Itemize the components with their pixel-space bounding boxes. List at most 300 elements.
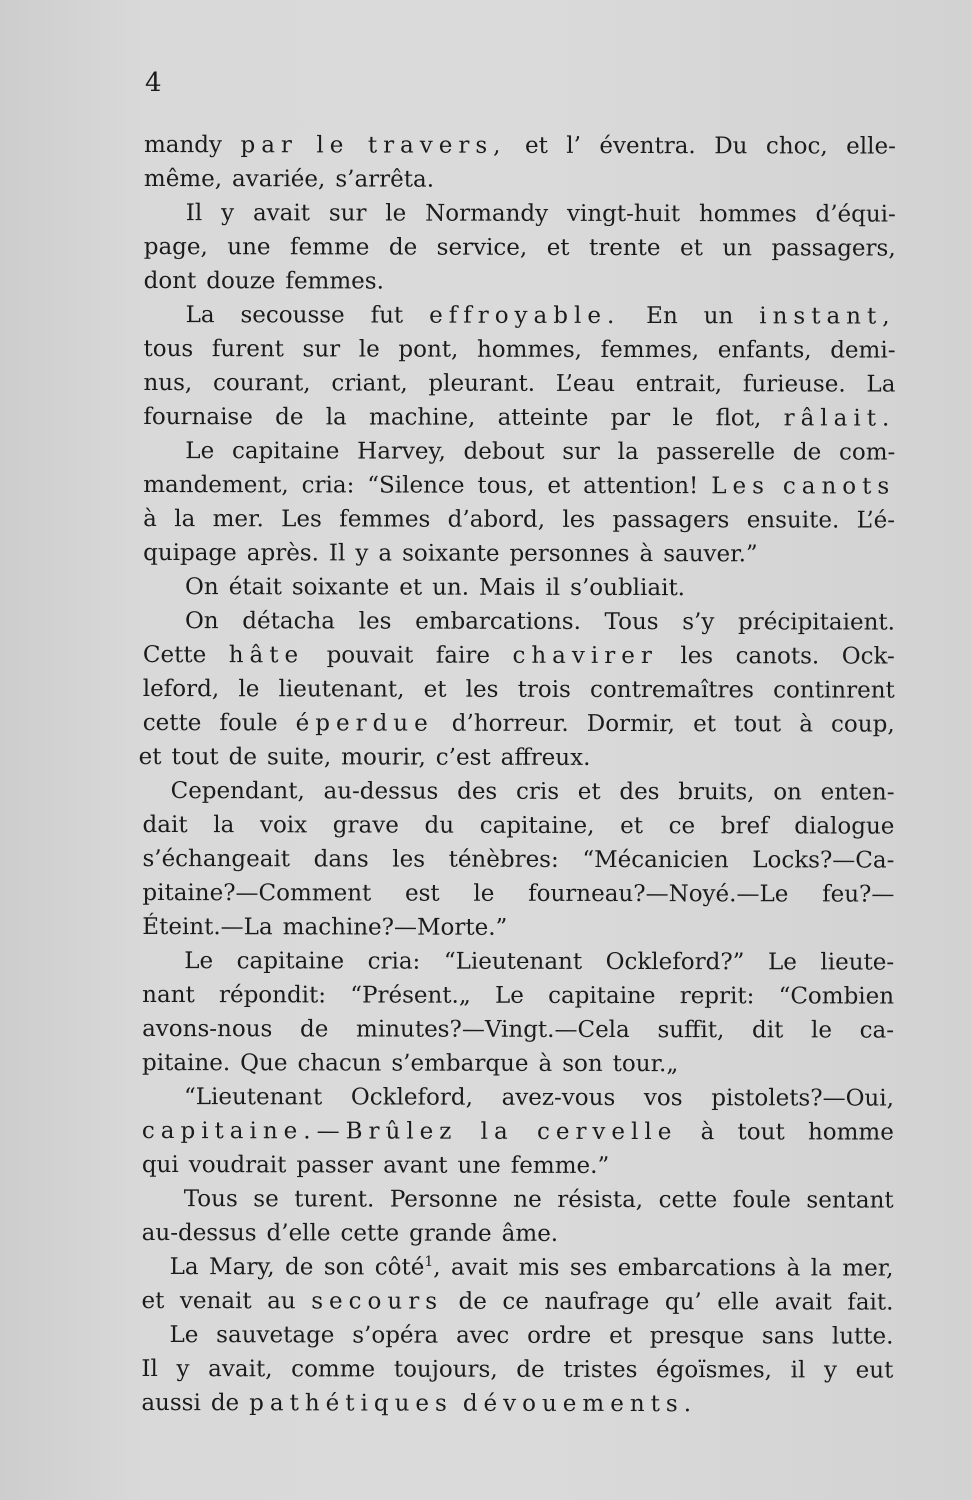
word: entrait,: [635, 371, 723, 398]
word: il: [545, 574, 561, 601]
word: La: [185, 302, 215, 329]
text-line: [142, 842, 894, 878]
text-line: [143, 468, 895, 504]
word: foule: [732, 1187, 791, 1214]
word: les: [562, 506, 596, 533]
word: bref: [720, 813, 769, 840]
word: avait: [774, 1289, 832, 1316]
word: pont,: [398, 336, 459, 363]
word: aussi: [141, 1389, 201, 1417]
word: éventra.: [599, 132, 696, 160]
word: on: [773, 779, 802, 806]
word: tout: [734, 711, 782, 738]
word: continrent: [773, 677, 895, 704]
word: de: [275, 404, 304, 431]
word: râlait.: [783, 405, 896, 432]
word: qu’: [664, 1289, 702, 1316]
word: dont: [143, 267, 197, 295]
word: mer,: [842, 1255, 894, 1282]
word: et: [138, 743, 162, 771]
word: On: [185, 574, 219, 601]
word: Cette: [142, 641, 207, 669]
text-line: [143, 774, 895, 810]
word: L’é-: [856, 507, 896, 534]
word: Harvey,: [357, 438, 446, 465]
word: Ock-: [841, 643, 895, 670]
text-line: [141, 1352, 893, 1388]
text-line: [143, 604, 895, 640]
text-line: [142, 1046, 894, 1082]
text-line: [142, 944, 894, 980]
text-line: [143, 672, 895, 708]
word: l’: [566, 132, 582, 159]
word: se: [253, 1186, 279, 1213]
word: “Lieutenant: [183, 1084, 323, 1111]
word: à: [700, 1119, 715, 1146]
text-line: [144, 264, 896, 300]
word: furent: [211, 336, 284, 363]
word: travers,: [367, 132, 507, 159]
word: et: [399, 574, 423, 601]
text-line: [144, 332, 896, 368]
text-line: [141, 1386, 893, 1422]
word: et: [577, 778, 601, 805]
word: d’elle: [266, 1220, 331, 1247]
word: le: [672, 405, 694, 432]
word: avez-vous: [501, 1084, 616, 1111]
word: du: [424, 812, 455, 839]
word: de: [228, 744, 258, 771]
word: avariée,: [232, 166, 326, 193]
word: s’embarque: [391, 1050, 529, 1077]
word: hommes: [698, 201, 797, 228]
word: avait,: [208, 1356, 273, 1383]
word: les: [392, 846, 426, 873]
word: eut: [855, 1357, 894, 1384]
word: ensuite.: [746, 507, 840, 534]
word: trente: [589, 234, 661, 262]
word: Tous: [604, 608, 659, 636]
word: sauver.”: [663, 541, 758, 568]
word: après.: [246, 540, 319, 567]
word: la: [174, 506, 196, 533]
word: son: [562, 1050, 603, 1077]
body-text: [138, 128, 896, 1422]
punctuation: ,: [433, 1254, 441, 1281]
word: tour.„: [612, 1050, 679, 1078]
word: la: [480, 1118, 514, 1145]
word: reprit:: [679, 983, 755, 1010]
word: et: [141, 1287, 165, 1315]
word: suffit,: [657, 1017, 725, 1044]
text-line: [143, 400, 895, 436]
word: d’équi-: [815, 201, 896, 228]
word: enten-: [820, 779, 895, 806]
word: Mary,: [209, 1254, 275, 1281]
word: fait.: [847, 1289, 894, 1316]
word: par: [610, 404, 651, 432]
word: homme: [807, 1119, 894, 1146]
word: précipitaient.: [738, 609, 895, 636]
word: “Lieutenant: [443, 948, 583, 975]
text-line: [139, 740, 895, 776]
word: les: [465, 676, 499, 703]
word: dit: [751, 1017, 784, 1044]
word: la: [617, 438, 639, 466]
word: soixante: [402, 540, 500, 567]
word: égoïsmes,: [656, 1357, 772, 1384]
word: instant,: [759, 303, 896, 330]
word: des: [619, 778, 660, 806]
word: son: [323, 1254, 365, 1281]
word: voix: [259, 812, 308, 839]
word: “Présent.„: [350, 982, 471, 1009]
word: embarcations: [617, 1254, 777, 1282]
word: de: [516, 1356, 545, 1383]
word: sur: [562, 438, 600, 465]
word: répondit:: [218, 982, 327, 1009]
word: chavirer: [512, 642, 658, 670]
word: On: [184, 608, 219, 635]
word: lieutenant,: [278, 676, 405, 703]
word: Mais: [479, 574, 536, 601]
word: mis: [518, 1254, 560, 1281]
word: Les: [711, 473, 770, 500]
word: Locks?—Ca-: [752, 847, 895, 874]
word: y: [355, 540, 369, 567]
word: détacha: [242, 608, 336, 635]
word: et: [546, 234, 570, 261]
word: ses: [569, 1254, 608, 1281]
word: nus,: [143, 369, 193, 397]
word: femmes: [339, 506, 431, 533]
text-line: [143, 808, 895, 844]
word: dans: [313, 846, 369, 873]
word: embarcations.: [415, 608, 581, 635]
word: Le: [494, 982, 524, 1009]
word: Personne: [389, 1186, 498, 1213]
word: âme.: [501, 1220, 559, 1247]
word: dialogue: [794, 813, 895, 840]
word: tous: [143, 335, 194, 363]
word: s’arrêta.: [335, 166, 435, 193]
word: avait: [451, 1254, 509, 1281]
word: hâte: [228, 642, 305, 669]
word: d’horreur.: [451, 710, 569, 737]
text-line: [144, 162, 896, 198]
word: le: [316, 132, 350, 159]
word: la: [213, 812, 235, 839]
word: pitaine?—Comment: [142, 879, 372, 907]
word-with-footnote: [375, 1250, 441, 1284]
word: de: [388, 234, 418, 261]
word: ne: [513, 1186, 542, 1213]
word: y: [221, 200, 235, 227]
text-line: [142, 1250, 894, 1286]
word: tout: [737, 1119, 785, 1146]
word: flot,: [715, 405, 762, 432]
word: sur: [302, 336, 341, 363]
word: résista,: [557, 1186, 644, 1214]
word: capitaine: [236, 948, 345, 975]
word: tous,: [477, 472, 535, 499]
word: Le: [169, 1322, 199, 1349]
word: com-: [838, 439, 896, 466]
text-line: [144, 298, 896, 334]
text-line: [142, 1284, 894, 1320]
word: tout: [171, 744, 219, 771]
word: personnes: [509, 540, 630, 568]
word: Le: [767, 949, 797, 976]
word: Dormir,: [586, 710, 676, 738]
word: mer.: [212, 506, 264, 533]
word: chacun: [297, 1050, 382, 1077]
word: Éteint.—La: [142, 913, 273, 941]
word: hommes,: [476, 336, 583, 363]
word: dait: [142, 811, 188, 839]
word: s’y: [682, 609, 715, 636]
word: cette: [340, 1220, 400, 1247]
word: le: [238, 676, 260, 703]
word: turent.: [294, 1186, 375, 1213]
word: presque: [649, 1323, 745, 1350]
word: éperdue: [295, 710, 434, 737]
word: côté: [374, 1254, 425, 1281]
word: mandy: [143, 131, 223, 159]
word: leford,: [142, 675, 220, 703]
word: Que: [240, 1050, 288, 1077]
word: La: [169, 1254, 199, 1281]
word: ténèbres:: [448, 846, 559, 873]
word: cette: [658, 1187, 718, 1214]
word: Ockleford?”: [605, 948, 745, 976]
text-line: [144, 128, 896, 164]
word: service,: [436, 234, 528, 261]
word: femme.”: [510, 1152, 610, 1179]
word: foule: [219, 710, 278, 737]
word: Les: [281, 506, 322, 533]
word: capitaine,: [479, 812, 595, 839]
word: Cependant,: [170, 778, 305, 805]
word: cris: [515, 778, 560, 805]
word: qui: [141, 1151, 179, 1179]
word: sans: [761, 1323, 815, 1350]
word: femme: [290, 234, 370, 261]
word: et: [547, 472, 571, 499]
word: quipage: [143, 539, 237, 567]
text-line: [142, 1182, 894, 1218]
word: était: [228, 574, 282, 601]
word: ca-: [859, 1017, 895, 1044]
word: sur: [328, 200, 367, 227]
word: vingt-huit: [566, 200, 681, 228]
word: cria:: [367, 948, 421, 975]
word: y: [823, 1357, 838, 1384]
word: passagers,: [771, 235, 896, 262]
word: femmes,: [600, 336, 700, 364]
word: fut: [370, 302, 404, 329]
word: trois: [517, 676, 571, 703]
word: fourneau?—Noyé.—Le: [528, 880, 789, 908]
word: s’échangeait: [142, 845, 291, 873]
word: pleurant.: [428, 370, 536, 397]
word: attention!: [583, 472, 699, 500]
word: minutes?—Vingt.—Cela: [356, 1016, 630, 1044]
word: a: [378, 540, 393, 567]
word: secours: [311, 1288, 444, 1315]
word: c’est: [435, 744, 491, 771]
text-line: [142, 876, 894, 912]
text-line: [142, 910, 894, 946]
word: furieuse.: [742, 371, 846, 398]
word: un.: [432, 574, 470, 601]
word: femmes.: [285, 268, 384, 295]
word: pouvait: [326, 642, 414, 669]
word: sauvetage: [216, 1322, 335, 1349]
word: effroyable.: [429, 302, 621, 329]
word: soixante: [291, 574, 390, 601]
text-line: [142, 1148, 894, 1184]
word: elle-: [846, 133, 896, 160]
word: Tous: [183, 1186, 238, 1213]
word: capitaine: [548, 982, 656, 1010]
word: à: [639, 541, 654, 568]
word: fournaise: [143, 403, 253, 431]
word: un: [703, 303, 734, 330]
word: à: [538, 1050, 553, 1077]
word: “Silence: [367, 472, 465, 499]
word: avant: [383, 1152, 448, 1179]
word: contremaîtres: [590, 676, 755, 704]
word: à: [786, 1255, 801, 1282]
word: passer: [296, 1152, 374, 1179]
word: de: [792, 439, 822, 466]
word: naufrage: [544, 1288, 650, 1316]
word: secousse: [240, 302, 345, 329]
word: est: [404, 880, 440, 907]
text-line: [144, 196, 896, 232]
word: tristes: [563, 1356, 638, 1384]
word: coup,: [831, 711, 895, 738]
word: vos: [643, 1085, 683, 1112]
word: enfants,: [717, 337, 812, 364]
word: avec: [456, 1322, 510, 1349]
word: criant,: [331, 370, 408, 397]
word: En: [646, 303, 678, 330]
word: mourir,: [341, 744, 426, 771]
word: et: [609, 1322, 633, 1350]
text-line: [143, 570, 895, 606]
word: faire: [435, 642, 491, 669]
word: la: [325, 404, 347, 431]
word: L’eau: [555, 370, 616, 397]
word: machine,: [369, 404, 476, 431]
word: choc,: [765, 133, 828, 160]
text-line: [142, 1012, 894, 1048]
word: les: [680, 643, 714, 670]
word: le: [473, 880, 495, 907]
word: atteinte: [497, 404, 589, 431]
word: canots.: [735, 643, 820, 670]
word: avons-nous: [142, 1015, 273, 1043]
text-line: [142, 1080, 894, 1116]
page-number: 4: [145, 68, 162, 98]
word: comme: [291, 1356, 376, 1383]
word: de: [299, 1016, 329, 1043]
text-line: [142, 1216, 894, 1252]
word: cervelle: [536, 1118, 678, 1146]
word: d’abord,: [447, 506, 546, 533]
word: de: [458, 1288, 487, 1315]
word: Le: [185, 438, 215, 465]
word: demi-: [830, 337, 896, 364]
word: le: [358, 336, 380, 363]
word: les: [358, 608, 392, 635]
word: un: [722, 235, 753, 262]
word: il: [790, 1357, 806, 1384]
word: au: [267, 1288, 296, 1315]
word: voudrait: [188, 1152, 287, 1179]
word: grave: [332, 812, 399, 839]
word: Du: [714, 133, 748, 160]
text-line: [144, 230, 896, 266]
word: machine?—Morte.”: [282, 914, 508, 941]
word: Il: [141, 1355, 158, 1383]
word: par: [240, 132, 298, 159]
word: même,: [143, 165, 223, 193]
text-line: [141, 1318, 893, 1354]
word: s’oubliait.: [570, 574, 686, 602]
footnote-marker: 1: [424, 1253, 434, 1270]
word: page,: [143, 233, 208, 261]
word: pistolets?—Oui,: [711, 1085, 894, 1112]
word: Normandy: [425, 200, 549, 227]
word: au-dessus: [141, 1219, 257, 1247]
word: “Mécanicien: [582, 846, 729, 874]
word: suite,: [267, 744, 332, 771]
word: le: [811, 1017, 833, 1044]
word: venait: [179, 1288, 252, 1315]
word: debout: [463, 438, 545, 465]
word: mandement,: [143, 471, 289, 499]
word: passagers: [612, 506, 730, 534]
word: ce: [668, 813, 696, 840]
word: feu?—: [822, 881, 895, 908]
word: ce: [502, 1288, 529, 1315]
word: capitaine.—Brûlez: [141, 1117, 458, 1145]
word: lieute-: [820, 949, 895, 976]
word: toujours,: [393, 1356, 498, 1383]
text-line: [142, 1114, 894, 1150]
word: grande: [409, 1220, 492, 1247]
word: et: [423, 676, 447, 703]
word: douze: [206, 268, 276, 295]
word: à: [799, 711, 814, 738]
text-line: [143, 638, 895, 674]
word: dévouements.: [462, 1390, 698, 1418]
word: et: [679, 235, 703, 262]
word: passerelle: [656, 439, 776, 466]
word: de: [210, 1390, 240, 1417]
word: La: [866, 371, 896, 398]
word: et: [620, 812, 643, 840]
text-line: [143, 502, 895, 538]
text-line: [143, 366, 895, 402]
text-line: [142, 978, 894, 1014]
word: la: [810, 1255, 832, 1282]
text-line: [143, 706, 895, 742]
word: une: [457, 1152, 501, 1179]
